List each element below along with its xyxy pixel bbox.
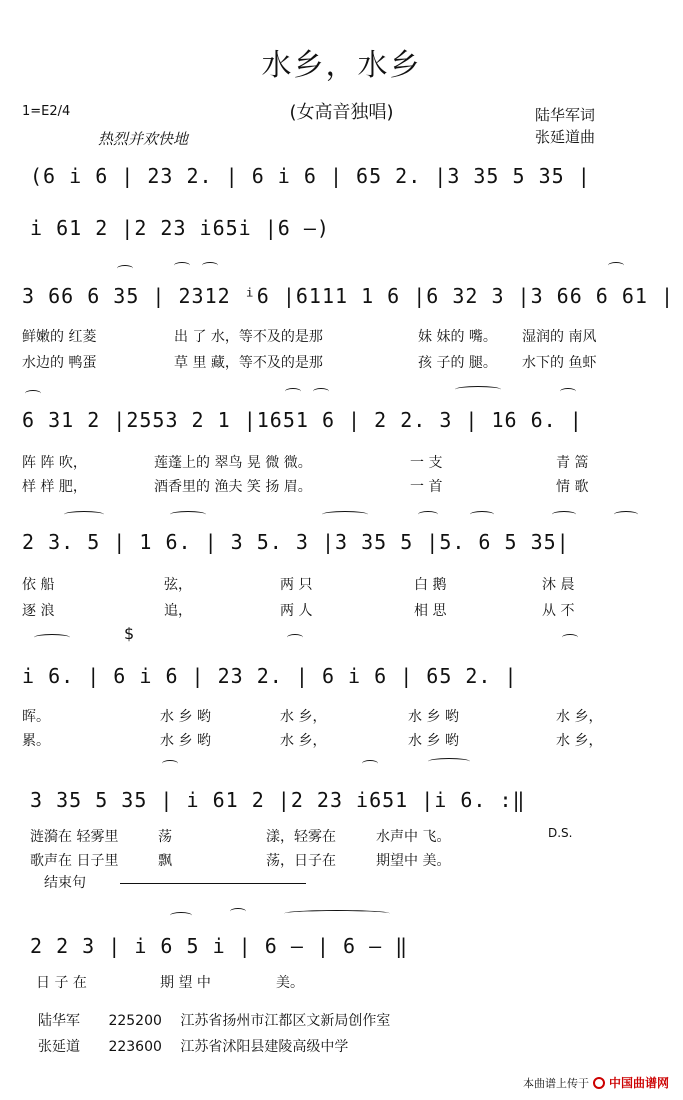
notation-row-1: (6 i 6 | 23 2. | 6 i 6 | 65 2. |3 35 5 35 | <box>30 164 591 188</box>
lyric-segment: 水 乡 哟 <box>160 733 211 749</box>
slur-mark <box>170 511 206 518</box>
footer-postcode: 225200 <box>108 1013 162 1029</box>
lyric-segment: 晖。 <box>22 709 50 725</box>
lyric-segment: 水下的 鱼虾 <box>522 355 597 371</box>
lyric-segment: 妹 妹的 嘴。 <box>418 329 497 345</box>
lyric-line <box>22 452 662 472</box>
song-subtitle: (女高音独唱) <box>289 102 394 123</box>
lyric-segment: 飘 <box>158 853 172 869</box>
footer-name: 张延道 <box>38 1039 80 1055</box>
lyric-line <box>22 352 662 372</box>
lyric-segment: 依 船 <box>22 577 55 593</box>
lyric-segment: 水 乡 哟 <box>408 709 459 725</box>
lyric-segment: 情 歌 <box>556 479 589 495</box>
lyric-segment: 累。 <box>22 733 50 749</box>
segno-sign: $ <box>124 624 135 643</box>
slur-mark <box>202 262 218 269</box>
lyric-segment: 莲蓬上的 翠鸟 晃 微 微。 <box>154 455 312 471</box>
slur-mark <box>362 760 378 767</box>
lyric-segment: 荡 <box>158 829 172 845</box>
notation-row-3: 3 66 6 35 | 2312 ⁱ6 |6111 1 6 |6 32 3 |3 66 6 61 | <box>22 284 675 308</box>
lyric-segment: 水 乡 哟 <box>408 733 459 749</box>
composer-credit: 张延道曲 <box>535 128 596 146</box>
slur-mark <box>322 511 368 518</box>
lyric-line <box>22 600 662 620</box>
lyric-segment: 从 不 <box>542 603 575 619</box>
ending-label-text: 结束句 <box>44 875 86 891</box>
lyric-segment: 出 了 水，等不及的是那 <box>174 329 323 345</box>
lyric-segment: 阵 阵 吹， <box>22 455 87 471</box>
slur-mark <box>64 511 104 518</box>
notation-row-8: 2 2 3 | i 6 5 i | 6 — | 6 — ‖ <box>30 934 409 958</box>
lyric-segment: 逐 浪 <box>22 603 55 619</box>
slur-mark <box>313 388 329 395</box>
slur-mark <box>285 388 301 395</box>
tempo-marking: 热烈并欢快地 <box>98 130 189 148</box>
lyric-segment: 美。 <box>276 975 304 991</box>
slur-mark <box>25 390 41 397</box>
lyric-line <box>22 730 662 750</box>
song-title: 水乡，水乡 <box>261 48 422 83</box>
lyric-segment: 水 乡 哟 <box>160 709 211 725</box>
slur-mark <box>470 511 494 518</box>
lyric-segment: 水 乡， <box>280 733 327 749</box>
lyric-segment: 沐 晨 <box>542 577 575 593</box>
slur-mark <box>284 910 390 917</box>
slur-mark <box>608 262 624 269</box>
lyric-segment: 孩 子的 腿。 <box>418 355 497 371</box>
slur-mark <box>170 912 192 919</box>
slur-mark <box>455 386 501 393</box>
slur-mark <box>162 760 178 767</box>
lyric-segment: 荡，日子在 <box>266 853 336 869</box>
lyric-segment: 一 首 <box>410 479 443 495</box>
site-logo-icon <box>593 1077 605 1089</box>
slur-mark <box>614 511 638 518</box>
lyric-segment: 湿润的 南风 <box>522 329 597 345</box>
lyric-segment: 鲜嫩的 红菱 <box>22 329 97 345</box>
lyric-line <box>30 850 670 870</box>
slur-mark <box>562 634 578 641</box>
key-signature: 1=E2/4 <box>22 104 71 119</box>
lyric-line <box>22 326 662 346</box>
footer-line <box>38 1010 390 1030</box>
footer-address: 江苏省扬州市江都区文新局创作室 <box>180 1013 391 1029</box>
lyric-segment: 追， <box>164 603 192 619</box>
lyric-segment: 一 支 <box>410 455 443 471</box>
notation-row-5: 2 3. 5 | 1 6. | 3 5. 3 |3 35 5 |5. 6 5 35| <box>22 530 570 554</box>
lyric-segment: 期望中 美。 <box>376 853 451 869</box>
lyric-line <box>30 826 670 846</box>
slur-mark <box>174 262 190 269</box>
lyric-segment: 日 子 在 <box>36 975 87 991</box>
slur-mark <box>428 758 470 765</box>
notation-row-2: i 61 2 |2 23 i65i |6 —) <box>30 216 330 240</box>
lyric-segment: 相 思 <box>414 603 447 619</box>
lyric-segment: 两 只 <box>280 577 313 593</box>
lyric-segment: 水 乡， <box>556 733 603 749</box>
upload-text: 本曲谱上传于 <box>522 1076 589 1090</box>
slur-mark <box>418 511 438 518</box>
lyric-line <box>36 972 676 992</box>
lyric-segment: 白 鹅 <box>414 577 447 593</box>
upload-credit <box>523 1074 669 1091</box>
lyric-segment: 歌声在 日子里 <box>30 853 119 869</box>
lyric-segment: 水边的 鸭蛋 <box>22 355 97 371</box>
lyric-segment: 两 人 <box>280 603 313 619</box>
lyric-segment: 青 篙 <box>556 455 589 471</box>
lyric-line <box>22 574 662 594</box>
lyric-line <box>22 476 662 496</box>
lyric-segment: 期 望 中 <box>160 975 211 991</box>
footer-name: 陆华军 <box>38 1013 80 1029</box>
lyric-segment: 水声中 飞。 <box>376 829 451 845</box>
lyricist-credit: 陆华军词 <box>535 106 596 124</box>
lyric-segment: 酒香里的 渔夫 笑 扬 眉。 <box>154 479 312 495</box>
footer-address: 江苏省沭阳县建陵高级中学 <box>180 1039 349 1055</box>
lyric-segment: 样 样 肥， <box>22 479 87 495</box>
lyric-segment: 水 乡， <box>280 709 327 725</box>
notation-row-7: 3 35 5 35 | i 61 2 |2 23 i651 |i 6. :‖ <box>30 788 526 812</box>
dal-segno-mark: D.S. <box>548 826 573 840</box>
slur-mark <box>34 634 70 641</box>
slur-mark <box>230 908 246 915</box>
slur-mark <box>287 634 303 641</box>
lyric-segment: 漾，轻雾在 <box>266 829 336 845</box>
slur-mark <box>117 265 133 272</box>
footer-line <box>38 1036 348 1056</box>
site-logo[interactable]: 中国曲谱网 <box>608 1076 669 1090</box>
lyric-segment: 水 乡， <box>556 709 603 725</box>
ending-bracket-line <box>120 883 306 884</box>
slur-mark <box>552 511 576 518</box>
lyric-segment: 涟漪在 轻雾里 <box>30 829 119 845</box>
footer-postcode: 223600 <box>108 1039 162 1055</box>
notation-row-6: i 6. | 6 i 6 | 23 2. | 6 i 6 | 65 2. | <box>22 664 518 688</box>
lyric-segment: 弦， <box>164 577 192 593</box>
lyric-line <box>22 706 662 726</box>
slur-mark <box>560 388 576 395</box>
ending-label <box>44 872 86 892</box>
notation-row-4: 6 31 2 |2553 2 1 |1651 6 | 2 2. 3 | 16 6. | <box>22 408 583 432</box>
lyric-segment: 草 里 藏，等不及的是那 <box>174 355 323 371</box>
